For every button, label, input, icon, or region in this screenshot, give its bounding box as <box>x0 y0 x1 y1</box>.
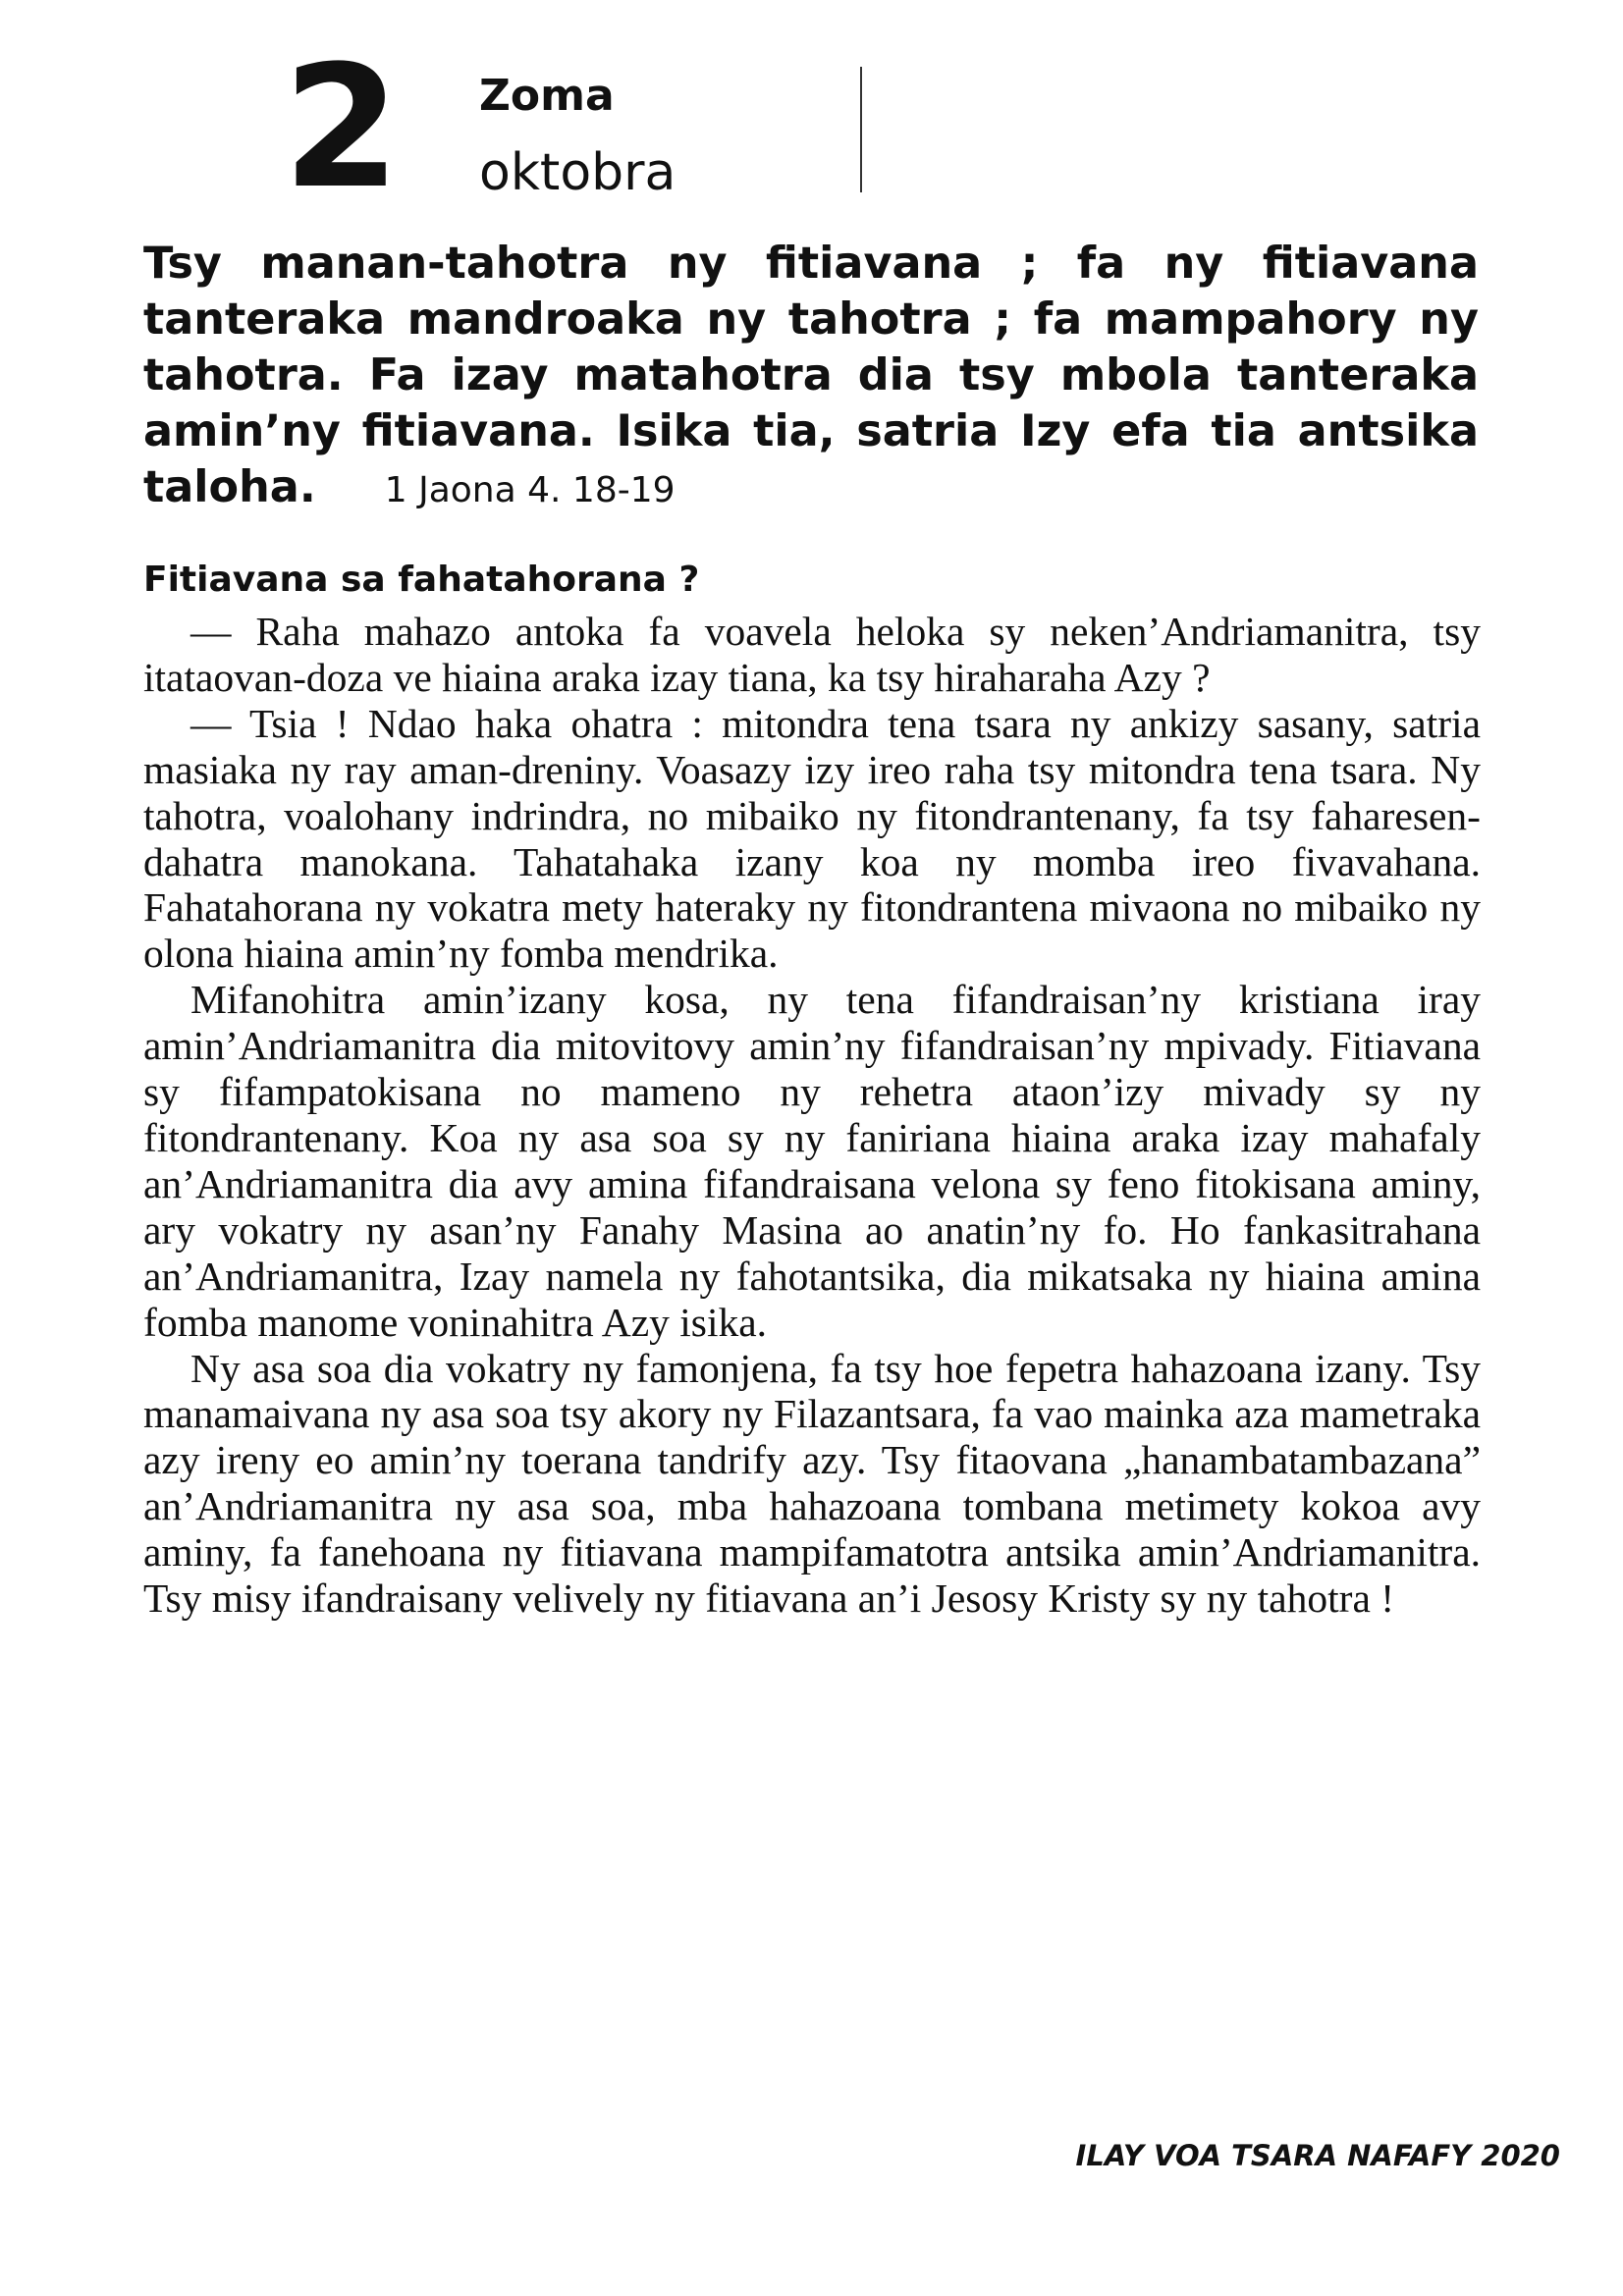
paragraph: — Raha mahazo antoka fa voavela heloka sy neken’Andriamanitra, tsy itataovan-doza ve hiaina araka izay tiana, ka tsy hiraharaha Azy ? <box>143 609 1481 700</box>
verse-text: Tsy manan-tahotra ny fitiavana ; fa ny fitiavana tanteraka mandroaka ny tahotra ; fa mampahory ny tahotra. Fa izay matahotra dia tsy mbola tanteraka amin’ny fitiavana. Isika tia, satria Izy efa tia antsika taloha. <box>143 239 1479 512</box>
day-number: 2 <box>283 28 397 226</box>
date-header <box>283 28 892 226</box>
paragraph: Mifanohitra amin’izany kosa, ny tena fifandraisan’ny kristiana iray amin’Andriamanitra dia mitovitovy amin’ny fifandraisan’ny mpivady. Fitiavana sy fifampatokisana no mameno ny rehetra ataon’izy mivady sy ny fitondrantenany. Koa ny asa soa sy ny faniriana hiaina araka izay mahafaly an’Andriamanitra dia avy amina fifandraisana velona sy feno fitokisana aminy, ary vokatry ny asan’ny Fanahy Masina ao anatin’ny fo. Ho fankasitrahana an’Andriamanitra, Izay namela ny fahotantsika, dia mikatsaka ny hiaina amina fomba manome voninahitra Azy isika. <box>143 977 1481 1345</box>
paragraph: — Tsia ! Ndao haka ohatra : mitondra tena tsara ny ankizy sasany, satria masiaka ny ray aman-dreniny. Voasazy izy ireo raha tsy mitondra tena tsara. Ny tahotra, voalohany indrindra, no mibaiko ny fitondrantenany, fa tsy faharesen-dahatra manokana. Tahatahaka izany koa ny momba ireo fivavahana. Fahatahorana ny vokatra mety hateraky ny fitondrantena mivaona no mibaiko ny olona hiaina amin’ny fomba mendrika. <box>143 700 1481 977</box>
footer-publication-title: ILAY VOA TSARA NAFAFY 2020 <box>1075 2139 1560 2172</box>
month: oktobra <box>479 143 676 202</box>
article-body <box>143 609 1481 1622</box>
article-title: Fitiavana sa fahatahorana ? <box>143 560 700 600</box>
weekday: Zoma <box>479 71 615 121</box>
verse-reference: 1 Jaona 4. 18-19 <box>384 470 676 510</box>
paragraph: Ny asa soa dia vokatry ny famonjena, fa tsy hoe fepetra hahazoana izany. Tsy manamaivana ny asa soa tsy akory ny Filazantsara, fa vao mainka aza mametraka azy ireny eo amin’ny toerana tandrify azy. Tsy fitaovana „hanambatambazana” an’Andriamanitra ny asa soa, mba hahazoana tombana metimety kokoa avy aminy, fa fanehoana ny fitiavana mampifamatotra antsika amin’Andriamanitra. Tsy misy ifandraisany velively ny fitiavana an’i Jesosy Kristy sy ny tahotra ! <box>143 1345 1481 1622</box>
header-divider <box>860 67 862 192</box>
bible-verse <box>143 236 1479 518</box>
